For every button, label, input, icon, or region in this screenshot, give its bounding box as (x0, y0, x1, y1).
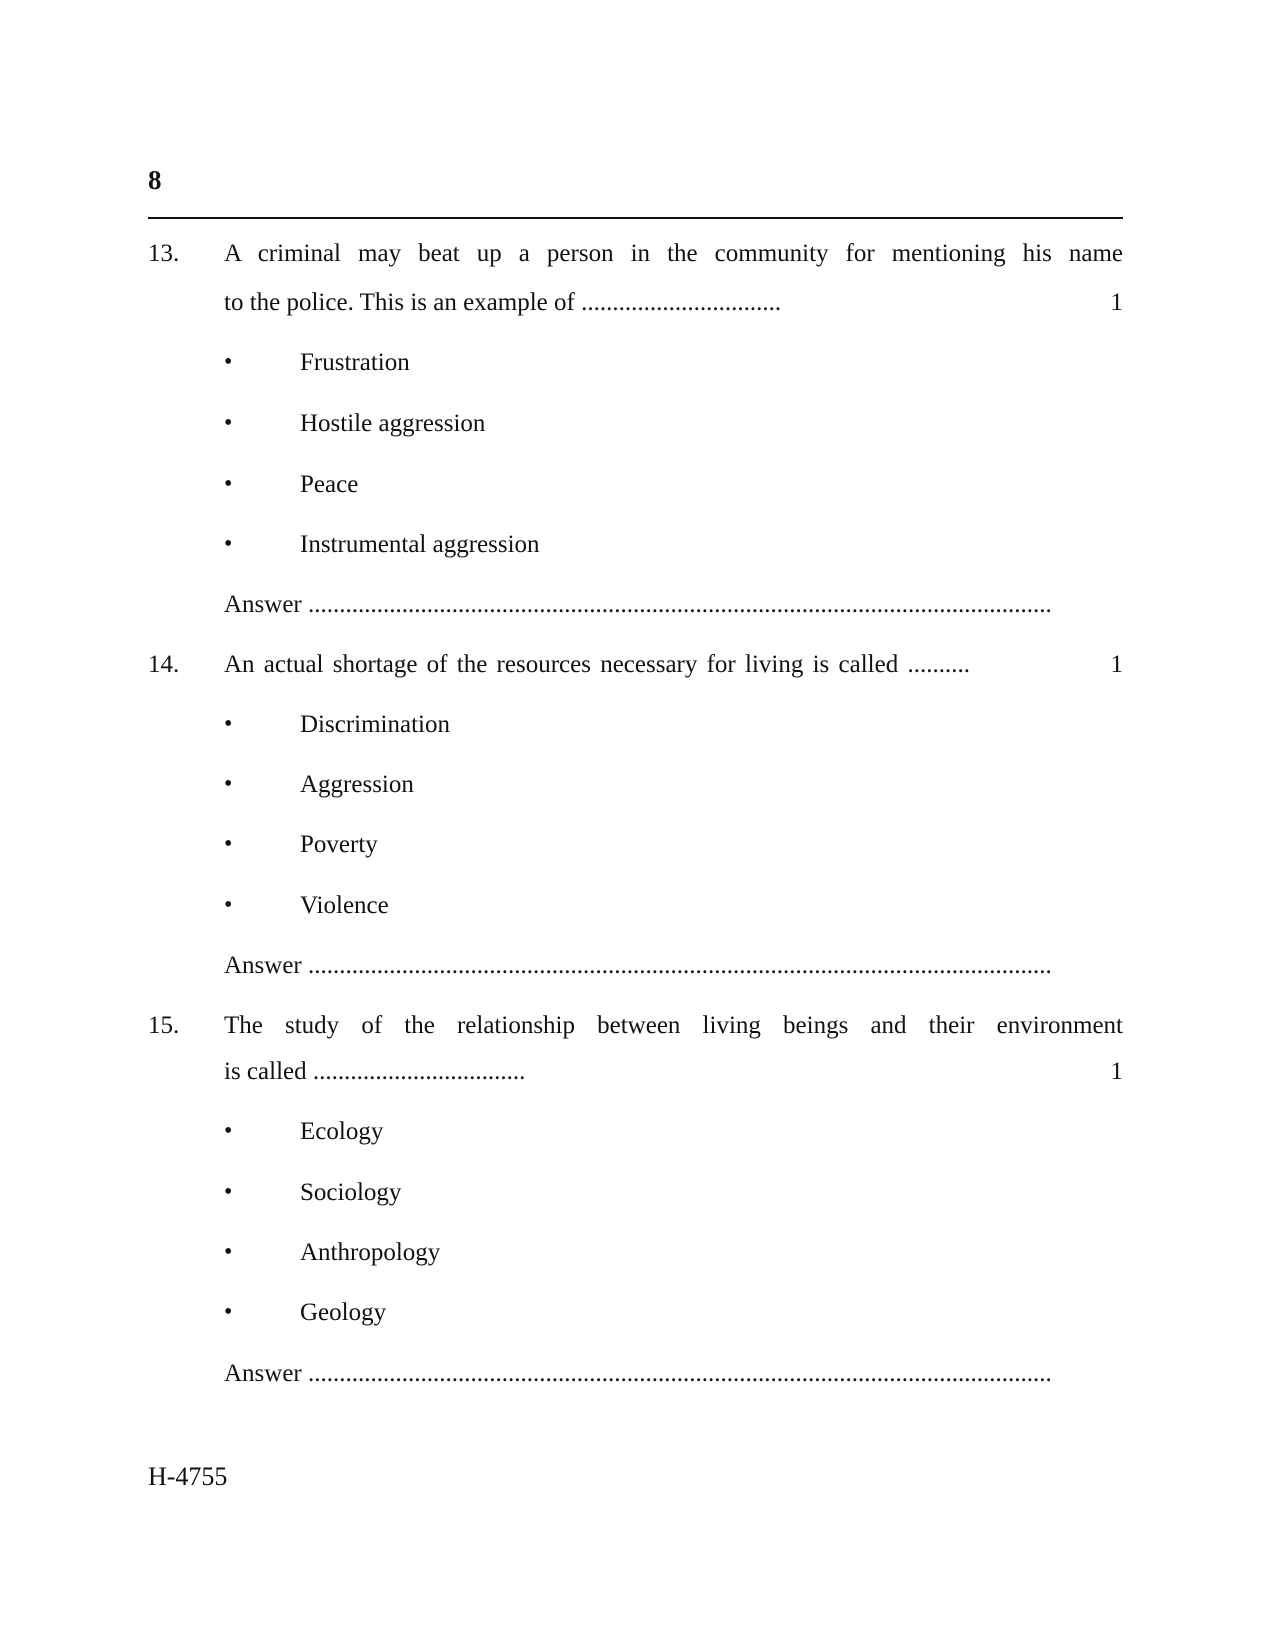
option-label: Discrimination (300, 711, 450, 738)
marks-label: 1 (1110, 289, 1123, 316)
option-label: Hostile aggression (300, 410, 486, 437)
bullet-icon: • (224, 531, 233, 557)
header-divider (148, 217, 1123, 219)
page-number: 8 (148, 165, 162, 195)
question-text-continued (224, 289, 1123, 317)
bullet-icon: • (224, 410, 233, 436)
question-number: 13. (148, 240, 180, 267)
option-label: Sociology (300, 1179, 402, 1206)
question-text-continued (224, 1058, 1123, 1086)
bullet-icon: • (224, 771, 233, 797)
question-text: The study of the relationship between living beings and their environment (224, 1012, 1123, 1039)
option-label: Anthropology (300, 1239, 441, 1266)
bullet-icon: • (224, 831, 233, 857)
question-text: A criminal may beat up a person in the community for mentioning his name (224, 240, 1123, 267)
option-label: Violence (300, 892, 389, 919)
option-label: Poverty (300, 831, 378, 858)
option-label: Peace (300, 471, 359, 498)
bullet-icon: • (224, 711, 233, 737)
answer-line: Answer ....................................................................................................................... (224, 952, 1052, 979)
bullet-icon: • (224, 349, 233, 375)
question-text-line2: to the police. This is an example of ................................ (224, 289, 782, 316)
question-number: 15. (148, 1012, 180, 1039)
question-text-row (224, 651, 1123, 679)
answer-line: Answer ....................................................................................................................... (224, 591, 1052, 618)
question-text: An actual shortage of the resources necessary for living is called .......... (224, 651, 970, 678)
option-label: Frustration (300, 349, 410, 376)
marks-label: 1 (1110, 651, 1123, 678)
option-label: Geology (300, 1299, 387, 1326)
answer-line: Answer ....................................................................................................................... (224, 1360, 1052, 1387)
paper-code: H-4755 (148, 1462, 228, 1491)
question-text-line2: is called .................................. (224, 1058, 526, 1085)
marks-label: 1 (1110, 1058, 1123, 1085)
bullet-icon: • (224, 471, 233, 497)
option-label: Instrumental aggression (300, 531, 540, 558)
bullet-icon: • (224, 892, 233, 918)
bullet-icon: • (224, 1118, 233, 1144)
bullet-icon: • (224, 1239, 233, 1265)
bullet-icon: • (224, 1299, 233, 1325)
question-number: 14. (148, 651, 180, 678)
option-label: Ecology (300, 1118, 384, 1145)
bullet-icon: • (224, 1179, 233, 1205)
option-label: Aggression (300, 771, 414, 798)
